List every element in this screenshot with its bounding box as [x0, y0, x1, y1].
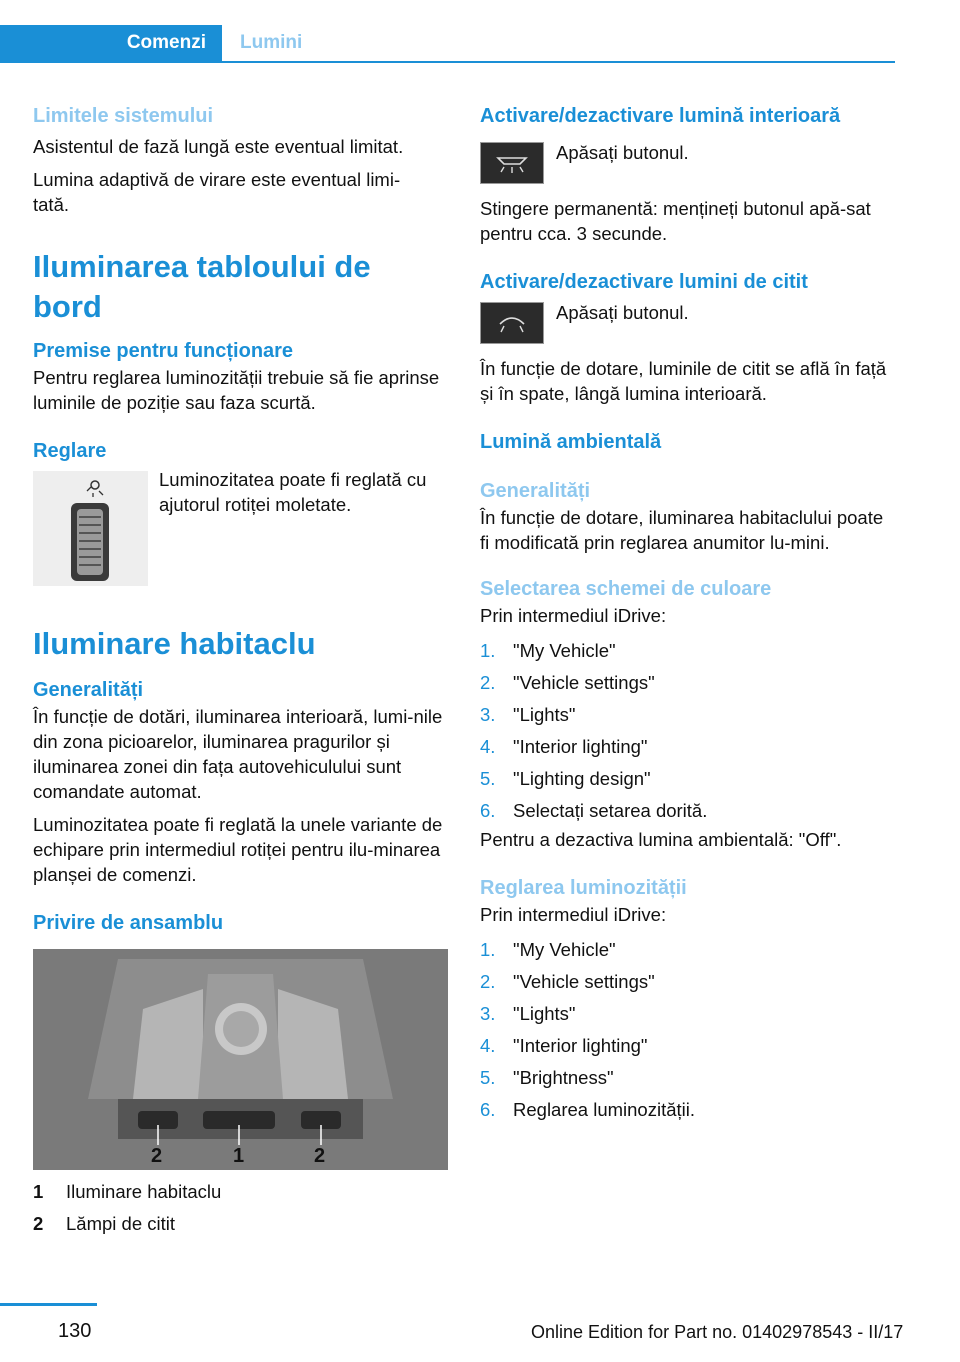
- step-number: 5.: [480, 768, 496, 789]
- photo-label-left: 2: [151, 1145, 163, 1167]
- overhead-console-illustration: [33, 949, 448, 1170]
- step-number: 2.: [480, 672, 496, 693]
- ambient-heading: Lumină ambientală: [480, 431, 662, 453]
- step-text: "My Vehicle": [513, 939, 616, 960]
- brightness-heading: Reglarea luminozității: [480, 877, 687, 899]
- list-item: [480, 1030, 895, 1062]
- step-text: "Brightness": [513, 1067, 614, 1088]
- step-number: 1.: [480, 939, 496, 960]
- list-item: [480, 1062, 895, 1094]
- list-item: [480, 998, 895, 1030]
- list-item: [480, 966, 895, 998]
- press-button-text-2: Apăsați butonul.: [556, 302, 689, 323]
- caption-item: [33, 1208, 448, 1240]
- edition-text: Online Edition for Part no. 01402978543 - II/17: [531, 1322, 904, 1342]
- footer-rule: [0, 1303, 97, 1306]
- interior-light-row: [480, 142, 895, 184]
- tab-comenzi[interactable]: Comenzi: [0, 25, 222, 61]
- step-number: 6.: [480, 800, 496, 821]
- reading-light-paragraph: În funcție de dotare, luminile de citit se află în față și în spate, lângă lumina interioară.: [480, 358, 887, 404]
- step-text: "Lighting design": [513, 768, 651, 789]
- limits-paragraph-1: Asistentul de fază lungă este eventual limitat.: [33, 136, 404, 157]
- interior-light-heading: Activare/dezactivare lumină interioară: [480, 105, 841, 127]
- step-text: "Vehicle settings": [513, 672, 655, 693]
- page-number: 130: [58, 1320, 92, 1342]
- color-scheme-intro: Prin intermediul iDrive:: [480, 605, 667, 626]
- color-scheme-heading: Selectarea schemei de culoare: [480, 578, 772, 600]
- ambient-off-paragraph: Pentru a dezactiva lumina ambientală: "Off".: [480, 829, 842, 850]
- reading-light-row: [480, 302, 895, 344]
- adjust-row: [33, 471, 448, 586]
- list-item: [480, 699, 895, 731]
- header-tabbar: [0, 25, 895, 63]
- step-text: "Interior lighting": [513, 736, 648, 757]
- overview-photo: [33, 949, 448, 1170]
- step-text: Reglarea luminozității.: [513, 1099, 696, 1120]
- cabin-heading: Iluminare habitaclu: [33, 626, 316, 661]
- interior-light-button-icon: [480, 142, 544, 184]
- caption-item: [33, 1176, 448, 1208]
- adjust-paragraph: Luminozitatea poate fi reglată cu ajutorul rotiței moletate.: [159, 469, 427, 515]
- overview-heading: Privire de ansamblu: [33, 912, 224, 934]
- tab-lumini[interactable]: Lumini: [240, 32, 303, 53]
- general-paragraph-1: În funcție de dotări, iluminarea interioară, lumi‐nile din zona picioarelor, iluminarea pragurilor și iluminarea zonei din fața autovehiculului sunt comandate automat.: [33, 706, 443, 802]
- list-item: [480, 1094, 895, 1126]
- ambient-general-paragraph: În funcție de dotare, iluminarea habitaclului poate fi modificată prin reglarea anumitor lu‐mini.: [480, 507, 884, 553]
- right-column: [480, 100, 895, 1126]
- caption-text: Iluminare habitaclu: [66, 1181, 222, 1202]
- step-number: 4.: [480, 1035, 496, 1056]
- list-item: [480, 635, 895, 667]
- prereq-heading: Premise pentru funcționare: [33, 340, 294, 362]
- list-item: [480, 763, 895, 795]
- step-number: 4.: [480, 736, 496, 757]
- step-number: 2.: [480, 971, 496, 992]
- thumbwheel-image: [33, 471, 148, 586]
- step-text: "My Vehicle": [513, 640, 616, 661]
- general-heading-left: Generalități: [33, 679, 144, 701]
- prereq-paragraph: Pentru reglarea luminozității trebuie să fie aprinse luminile de poziție sau faza scurtă.: [33, 367, 440, 413]
- caption-number: 1: [33, 1181, 44, 1202]
- reading-light-heading: Activare/dezactivare lumini de citit: [480, 271, 808, 293]
- dashboard-heading: Iluminarea tabloului de bord: [33, 249, 371, 324]
- reading-light-button-icon: [480, 302, 544, 344]
- thumbwheel-icon: [33, 471, 148, 586]
- list-item: [480, 731, 895, 763]
- step-text: "Lights": [513, 1003, 576, 1024]
- permanent-off-paragraph: Stingere permanentă: mențineți butonul apă‐sat pentru cca. 3 secunde.: [480, 198, 871, 244]
- color-scheme-steps: [480, 635, 895, 827]
- caption-number: 2: [33, 1213, 44, 1234]
- step-number: 5.: [480, 1067, 496, 1088]
- list-item: [480, 934, 895, 966]
- caption-text: Lămpi de citit: [66, 1213, 175, 1234]
- photo-label-center: 1: [233, 1145, 245, 1167]
- press-button-text-1: Apăsați butonul.: [556, 142, 689, 163]
- step-text: "Lights": [513, 704, 576, 725]
- left-column: [33, 100, 448, 1240]
- adjust-heading: Reglare: [33, 440, 107, 462]
- list-item: [480, 795, 895, 827]
- general-heading-right: Generalități: [480, 480, 591, 502]
- step-text: "Interior lighting": [513, 1035, 648, 1056]
- general-paragraph-2: Luminozitatea poate fi reglată la unele variante de echipare prin intermediul rotiței pentru ilu‐minarea planșei de comenzi.: [33, 814, 443, 885]
- list-item: [480, 667, 895, 699]
- step-number: 1.: [480, 640, 496, 661]
- step-text: Selectați setarea dorită.: [513, 800, 708, 821]
- step-number: 3.: [480, 704, 496, 725]
- brightness-intro: Prin intermediul iDrive:: [480, 904, 667, 925]
- limits-paragraph-2: Lumina adaptivă de virare este eventual limi‐tată.: [33, 169, 401, 215]
- step-text: "Vehicle settings": [513, 971, 655, 992]
- brightness-steps: [480, 934, 895, 1126]
- step-number: 3.: [480, 1003, 496, 1024]
- step-number: 6.: [480, 1099, 496, 1120]
- caption-list: [33, 1176, 448, 1240]
- limits-heading: Limitele sistemului: [33, 105, 214, 127]
- photo-label-right: 2: [314, 1145, 326, 1167]
